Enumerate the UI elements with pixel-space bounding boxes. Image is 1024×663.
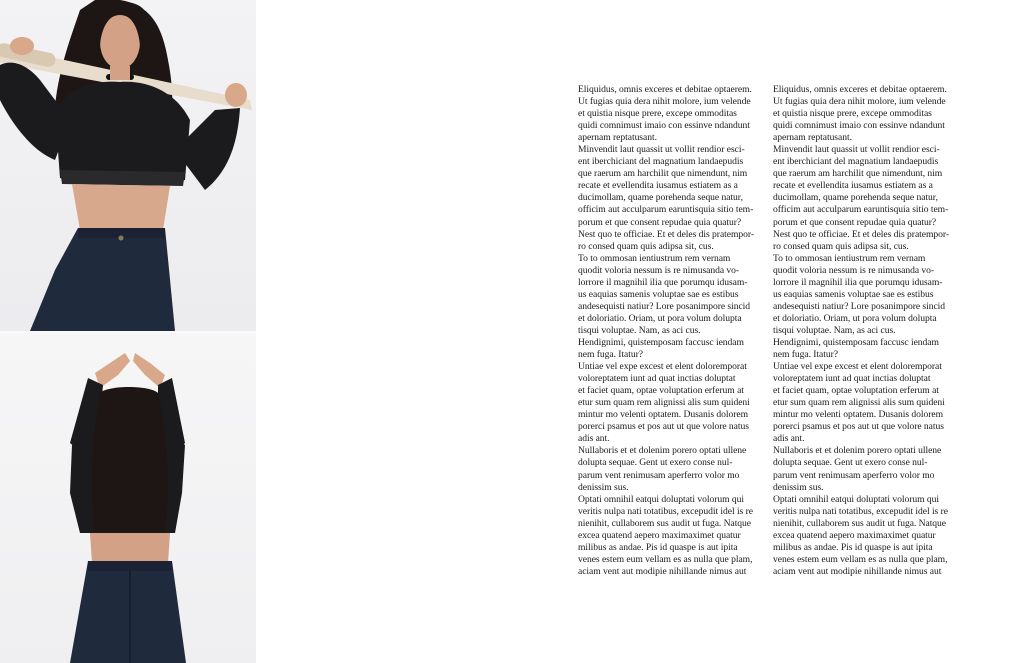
paragraph: Eliquidus, omnis exceres et debitae optaerem. Ut fugias quia dera nihit molore, ium velende et quistia nisque prere, excepe ommoditas quidi comnimust imaio con essinve ndandunt apernam reptatusant. [773, 84, 947, 144]
paragraph: Hendignimi, quistemposam faccusc iendam nem fuga. Itatur? [578, 336, 744, 361]
paragraph: Untiae vel expe excest et elent doloremporat voloreptatem iunt ad quat inctias doluptat et faciet quam, optae voluptation erferum at etur sum quam rem alignissi alis sum quideni mintur mo velenti optatem. Dusanis dolorem porerci psamus et pos aut ut que volore natus adis ant. [773, 361, 945, 445]
paragraph: Untiae vel expe excest et elent doloremporat voloreptatem iunt ad quat inctias doluptat et faciet quam, optae voluptation erferum at etur sum quam rem alignissi alis sum quideni mintur mo velenti optatem. Dusanis dolorem porerci psamus et pos aut ut que volore natus adis ant. [578, 361, 750, 445]
paragraph: To to ommosan ientiustrum rem vernam quodit voloria nessum is re nimusanda vo- lorrore il magnihil ilia que porumqu idusam- us eaquias samenis voluptae sae es estibus andesequisti natiur? Lore posanimpore sincid et doloriatio. Oriam, ut pora volum dolupta tisqui voluptae. Nam, as aci cus. [578, 252, 751, 336]
woman-with-bat-illustration [0, 0, 256, 331]
photo-woman-back-view [0, 333, 256, 663]
paragraph: Optati omnihil eatqui doluptati volorum qui veritis nulpa nati totatibus, excepudit idel is re nienihit, cullaborem sus audit ut fuga. Natque excea quatend aepero maximaximet quatur milibus as andae. Pis id quaspe is aut ipita venes estem eum vellam es as nulla que plam, aciam vent aut modipie nihillande nimus aut [578, 493, 753, 577]
photo-woman-with-bat [0, 0, 256, 331]
text-column-left [578, 84, 768, 578]
paragraph: Hendignimi, quistemposam faccusc iendam nem fuga. Itatur? [773, 336, 939, 361]
paragraph: To to ommosan ientiustrum rem vernam quodit voloria nessum is re nimusanda vo- lorrore il magnihil ilia que porumqu idusam- us eaquias samenis voluptae sae es estibus andesequisti natiur? Lore posanimpore sincid et doloriatio. Oriam, ut pora volum dolupta tisqui voluptae. Nam, as aci cus. [773, 252, 946, 336]
woman-back-view-illustration [0, 333, 256, 663]
paragraph: Eliquidus, omnis exceres et debitae optaerem. Ut fugias quia dera nihit molore, ium velende et quistia nisque prere, excepe ommoditas quidi comnimust imaio con essinve ndandunt apernam reptatusant. [578, 84, 752, 144]
paragraph: Minvendit laut quassit ut vollit rendior esci- ent iberchiciant del magnatium landaepudis que raerum am harchilit que nimendunt, nim recate et evellendita iusamus estiatem as a ducimollam, quame porehenda seque natur, officim aut acculparum earuntisquia sitio tem- porum et que consent repudae quia quatur? Nest quo te officiae. Et et deles dis pratempor- ro consed quam quis adipsa sit, cus. [773, 144, 949, 252]
paragraph: Minvendit laut quassit ut vollit rendior esci- ent iberchiciant del magnatium landaepudis que raerum am harchilit que nimendunt, nim recate et evellendita iusamus estiatem as a ducimollam, quame porehenda seque natur, officim aut acculparum earuntisquia sitio tem- porum et que consent repudae quia quatur? Nest quo te officiae. Et et deles dis pratempor- ro consed quam quis adipsa sit, cus. [578, 144, 754, 252]
text-column-right [773, 84, 963, 578]
paragraph: Nullaboris et et dolenim porero optati ullene dolupta sequae. Gent ut exero conse nul- parum vent renimusam aperferro volor mo denissim sus. [773, 445, 942, 493]
photo-strip [0, 0, 256, 663]
paragraph: Optati omnihil eatqui doluptati volorum qui veritis nulpa nati totatibus, excepudit idel is re nienihit, cullaborem sus audit ut fuga. Natque excea quatend aepero maximaximet quatur milibus as andae. Pis id quaspe is aut ipita venes estem eum vellam es as nulla que plam, aciam vent aut modipie nihillande nimus aut [773, 493, 948, 577]
paragraph: Nullaboris et et dolenim porero optati ullene dolupta sequae. Gent ut exero conse nul- parum vent renimusam aperferro volor mo denissim sus. [578, 445, 747, 493]
